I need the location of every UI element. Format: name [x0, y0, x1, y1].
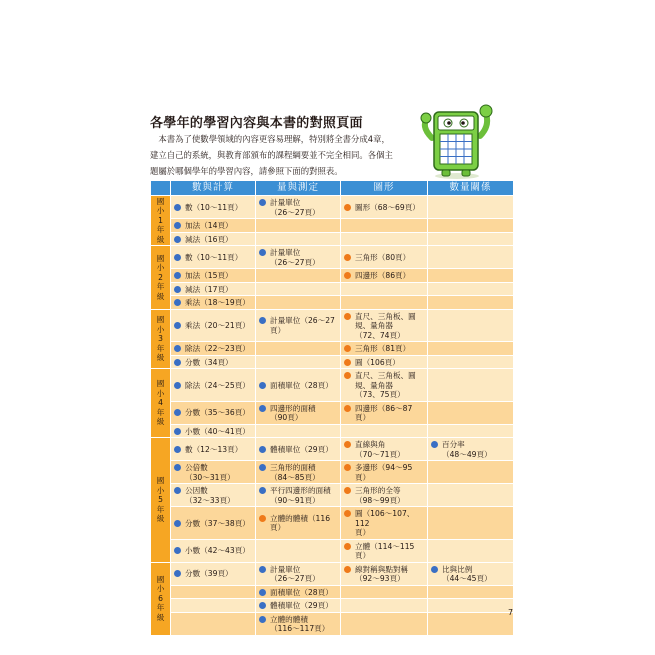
table-cell	[256, 585, 341, 599]
table-cell	[256, 438, 341, 461]
table-cell	[341, 282, 428, 296]
topic-text: 三角形的面積 （84～85頁）	[270, 463, 320, 482]
table-cell	[256, 612, 341, 635]
topic-text: 百分率 （48～49頁）	[442, 440, 492, 459]
grade-label: 國 小 3 年 級	[151, 309, 171, 369]
topic-text: 面積單位（28頁）	[270, 587, 333, 597]
topic-text: 直尺、三角板、圓 規、量角器 （73、75頁）	[355, 371, 416, 399]
table-cell	[341, 219, 428, 233]
table-row	[151, 219, 514, 233]
table-cell	[171, 424, 256, 438]
grade-label: 國 小 2 年 級	[151, 246, 171, 310]
topic-text: 公倍數 （30～31頁）	[185, 463, 235, 482]
topic-text: 四邊形（86～87 頁）	[355, 403, 413, 422]
blue-bullet-icon	[174, 254, 181, 261]
table-row	[151, 507, 514, 540]
table-row	[151, 401, 514, 424]
table-cell	[256, 369, 341, 402]
table-cell	[428, 461, 514, 484]
table-cell	[341, 401, 428, 424]
blue-bullet-icon	[259, 405, 266, 412]
blue-bullet-icon	[259, 249, 266, 256]
table-cell	[171, 507, 256, 540]
intro-line: 本書為了使數學領域的內容更容易理解，特別將全書分成4章，	[150, 134, 390, 144]
topic-text: 計量單位 （26～27頁）	[270, 198, 320, 217]
table-cell	[341, 424, 428, 438]
table-cell	[428, 296, 514, 310]
blue-bullet-icon	[259, 382, 266, 389]
topic-text: 體積單位（29頁）	[270, 444, 333, 454]
table-cell	[256, 355, 341, 369]
topic-text: 分數（37～38頁）	[185, 518, 250, 528]
table-cell	[256, 296, 341, 310]
table-cell	[341, 342, 428, 356]
blue-bullet-icon	[174, 487, 181, 494]
table-cell	[341, 585, 428, 599]
blue-bullet-icon	[174, 520, 181, 527]
table-row	[151, 296, 514, 310]
table-cell	[171, 401, 256, 424]
table-cell	[341, 369, 428, 402]
calculator-mascot-illustration	[418, 98, 496, 180]
orange-bullet-icon	[344, 543, 351, 550]
topic-text: 直尺、三角板、圓 規、量角器 （72、74頁）	[355, 311, 416, 340]
table-cell	[171, 461, 256, 484]
topic-text: 分數（39頁）	[185, 569, 233, 579]
blue-bullet-icon	[174, 382, 181, 389]
table-row	[151, 424, 514, 438]
table-cell	[171, 269, 256, 283]
blue-bullet-icon	[174, 286, 181, 293]
grade-label: 國 小 6 年 級	[151, 562, 171, 635]
table-cell	[428, 562, 514, 585]
table-cell	[171, 484, 256, 507]
blue-bullet-icon	[259, 566, 266, 573]
table-cell	[428, 612, 514, 635]
blue-bullet-icon	[259, 589, 266, 596]
blue-bullet-icon	[174, 409, 181, 416]
topic-text: 乘法（18～19頁）	[185, 298, 250, 307]
table-cell	[171, 232, 256, 246]
table-cell	[428, 282, 514, 296]
topic-text: 圖形（68～69頁）	[355, 202, 420, 212]
orange-bullet-icon	[259, 515, 266, 522]
table-cell	[171, 612, 256, 635]
blue-bullet-icon	[259, 464, 266, 471]
table-cell	[171, 246, 256, 269]
blue-bullet-icon	[431, 566, 438, 573]
table-cell	[171, 438, 256, 461]
table-row	[151, 612, 514, 635]
orange-bullet-icon	[344, 510, 351, 517]
grade-label: 國 小 5 年 級	[151, 438, 171, 563]
header-cell: 數與計算	[171, 181, 256, 196]
blue-bullet-icon	[259, 616, 266, 623]
topic-text: 除法（24～25頁）	[185, 380, 250, 390]
topic-text: 減法（17頁）	[185, 284, 233, 294]
topic-text: 小數（40～41頁）	[185, 426, 250, 436]
table-cell	[341, 562, 428, 585]
orange-bullet-icon	[344, 254, 351, 261]
blue-bullet-icon	[174, 428, 181, 435]
table-cell	[171, 219, 256, 233]
table-cell	[171, 369, 256, 402]
table-row	[151, 461, 514, 484]
table-row	[151, 282, 514, 296]
blue-bullet-icon	[174, 446, 181, 453]
table-cell	[341, 269, 428, 283]
topic-text: 平行四邊形的面積 （90～91頁）	[270, 486, 331, 505]
topic-text: 加法（15頁）	[185, 271, 233, 280]
table-cell	[341, 507, 428, 540]
table-cell	[171, 599, 256, 613]
blue-bullet-icon	[259, 317, 266, 324]
table-row	[151, 484, 514, 507]
table-cell	[428, 401, 514, 424]
table-cell	[256, 401, 341, 424]
table-cell	[428, 424, 514, 438]
topic-text: 數（10～11頁）	[185, 202, 243, 212]
table-cell	[428, 484, 514, 507]
blue-bullet-icon	[174, 236, 181, 243]
table-cell	[171, 342, 256, 356]
blue-bullet-icon	[174, 345, 181, 352]
topic-text: 四邊形的面積 （90頁）	[270, 403, 316, 422]
table-row	[151, 232, 514, 246]
table-row	[151, 269, 514, 283]
topic-text: 面積單位（28頁）	[270, 380, 333, 390]
topic-text: 數（12～13頁）	[185, 444, 243, 454]
table-row	[151, 246, 514, 269]
blue-bullet-icon	[259, 602, 266, 609]
table-row	[151, 599, 514, 613]
table-cell	[341, 246, 428, 269]
grade-label: 國 小 4 年 級	[151, 369, 171, 438]
table-row	[151, 539, 514, 562]
table-cell	[256, 599, 341, 613]
table-row	[151, 438, 514, 461]
blue-bullet-icon	[174, 547, 181, 554]
topic-text: 計量單位 （26～27頁）	[270, 248, 320, 267]
table-cell	[341, 612, 428, 635]
blue-bullet-icon	[259, 199, 266, 206]
table-cell	[341, 539, 428, 562]
table-cell	[171, 355, 256, 369]
orange-bullet-icon	[344, 566, 351, 573]
table-cell	[256, 219, 341, 233]
table-cell	[428, 219, 514, 233]
topic-text: 體積單位（29頁）	[270, 601, 333, 610]
table-row	[151, 355, 514, 369]
table-cell	[171, 196, 256, 219]
topic-text: 數（10～11頁）	[185, 252, 243, 262]
topic-text: 圓（106～107、112 頁）	[355, 509, 415, 537]
table-cell	[428, 438, 514, 461]
topic-text: 三角形的全等 （98～99頁）	[355, 486, 405, 505]
table-cell	[256, 309, 341, 342]
topic-text: 直線與角 （70～71頁）	[355, 440, 405, 459]
table-cell	[428, 355, 514, 369]
table-cell	[256, 196, 341, 219]
blue-bullet-icon	[174, 322, 181, 329]
table-row	[151, 562, 514, 585]
topic-text: 線對稱與點對稱 （92～93頁）	[355, 564, 409, 583]
topic-text: 計量單位（26～27 頁）	[270, 316, 335, 335]
table-cell	[428, 246, 514, 269]
orange-bullet-icon	[344, 345, 351, 352]
orange-bullet-icon	[344, 372, 351, 379]
table-cell	[256, 461, 341, 484]
blue-bullet-icon	[431, 441, 438, 448]
table-cell	[428, 585, 514, 599]
orange-bullet-icon	[344, 204, 351, 211]
table-cell	[428, 309, 514, 342]
table-cell	[341, 599, 428, 613]
grade-label: 國 小 1 年 級	[151, 196, 171, 246]
blue-bullet-icon	[259, 446, 266, 453]
orange-bullet-icon	[344, 441, 351, 448]
topic-text: 圓（106頁）	[355, 357, 400, 367]
table-cell	[341, 484, 428, 507]
page-title: 各學年的學習內容與本書的對照頁面	[150, 116, 363, 131]
table-cell	[256, 232, 341, 246]
topic-text: 乘法（20～21頁）	[185, 321, 250, 330]
header-cell: 數量關係	[428, 181, 514, 196]
topic-text: 比與比例 （44～45頁）	[442, 564, 492, 583]
table-row	[151, 369, 514, 402]
table-row	[151, 309, 514, 342]
header-cell: 圖形	[341, 181, 428, 196]
table-cell	[341, 196, 428, 219]
table-cell	[171, 562, 256, 585]
orange-bullet-icon	[344, 405, 351, 412]
topic-text: 除法（22～23頁）	[185, 344, 250, 353]
table-cell	[428, 232, 514, 246]
table-cell	[256, 539, 341, 562]
topic-text: 加法（14頁）	[185, 221, 233, 230]
table-cell	[171, 282, 256, 296]
topic-text: 分數（35～36頁）	[185, 408, 250, 418]
table-cell	[341, 309, 428, 342]
table-cell	[256, 342, 341, 356]
table-cell	[341, 461, 428, 484]
topic-text: 立體（114～115頁）	[355, 541, 415, 560]
blue-bullet-icon	[174, 299, 181, 306]
table-cell	[256, 424, 341, 438]
topic-text: 分數（34頁）	[185, 357, 233, 367]
topic-text: 立體的體積（116 頁）	[270, 513, 331, 533]
table-cell	[171, 309, 256, 342]
intro-paragraph	[150, 131, 412, 179]
blue-bullet-icon	[174, 570, 181, 577]
topic-text: 三角形（81頁）	[355, 344, 411, 353]
orange-bullet-icon	[344, 313, 351, 320]
curriculum-table	[150, 180, 514, 636]
table-cell	[428, 369, 514, 402]
table-cell	[341, 438, 428, 461]
table-cell	[428, 342, 514, 356]
table-row	[151, 585, 514, 599]
topic-text: 減法（16頁）	[185, 234, 233, 244]
table-cell	[341, 232, 428, 246]
table-cell	[341, 355, 428, 369]
blue-bullet-icon	[174, 222, 181, 229]
topic-text: 立體的體積 （116～117頁）	[270, 614, 330, 633]
topic-text: 公因數 （32～33頁）	[185, 486, 235, 505]
table-cell	[428, 599, 514, 613]
blue-bullet-icon	[174, 204, 181, 211]
table-cell	[428, 269, 514, 283]
header-corner	[151, 181, 171, 196]
table-cell	[171, 585, 256, 599]
table-header-row	[151, 181, 514, 196]
table-cell	[171, 539, 256, 562]
table-cell	[428, 539, 514, 562]
intro-line: 建立自己的系統，與教育部頒布的課程綱要並不完全相同。各個主	[150, 150, 393, 160]
intro-line: 題屬於哪個學年的學習內容，請參照下面的對照表。	[150, 166, 343, 176]
orange-bullet-icon	[344, 487, 351, 494]
table-row	[151, 196, 514, 219]
topic-text: 多邊形（94～95 頁）	[355, 463, 413, 482]
table-row	[151, 342, 514, 356]
header-cell: 量與測定	[256, 181, 341, 196]
table-cell	[256, 269, 341, 283]
topic-text: 四邊形（86頁）	[355, 271, 411, 280]
orange-bullet-icon	[344, 464, 351, 471]
topic-text: 計量單位 （26～27頁）	[270, 564, 320, 583]
table-cell	[428, 507, 514, 540]
table-cell	[341, 296, 428, 310]
table-cell	[256, 562, 341, 585]
blue-bullet-icon	[259, 487, 266, 494]
topic-text: 三角形（80頁）	[355, 252, 411, 262]
orange-bullet-icon	[344, 359, 351, 366]
table-cell	[256, 282, 341, 296]
orange-bullet-icon	[344, 272, 351, 279]
blue-bullet-icon	[174, 464, 181, 471]
table-cell	[256, 484, 341, 507]
topic-text: 小數（42～43頁）	[185, 546, 250, 556]
table-cell	[428, 196, 514, 219]
blue-bullet-icon	[174, 272, 181, 279]
table-cell	[256, 507, 341, 540]
table-cell	[171, 296, 256, 310]
page-number: 7	[508, 608, 514, 617]
blue-bullet-icon	[174, 359, 181, 366]
table-cell	[256, 246, 341, 269]
